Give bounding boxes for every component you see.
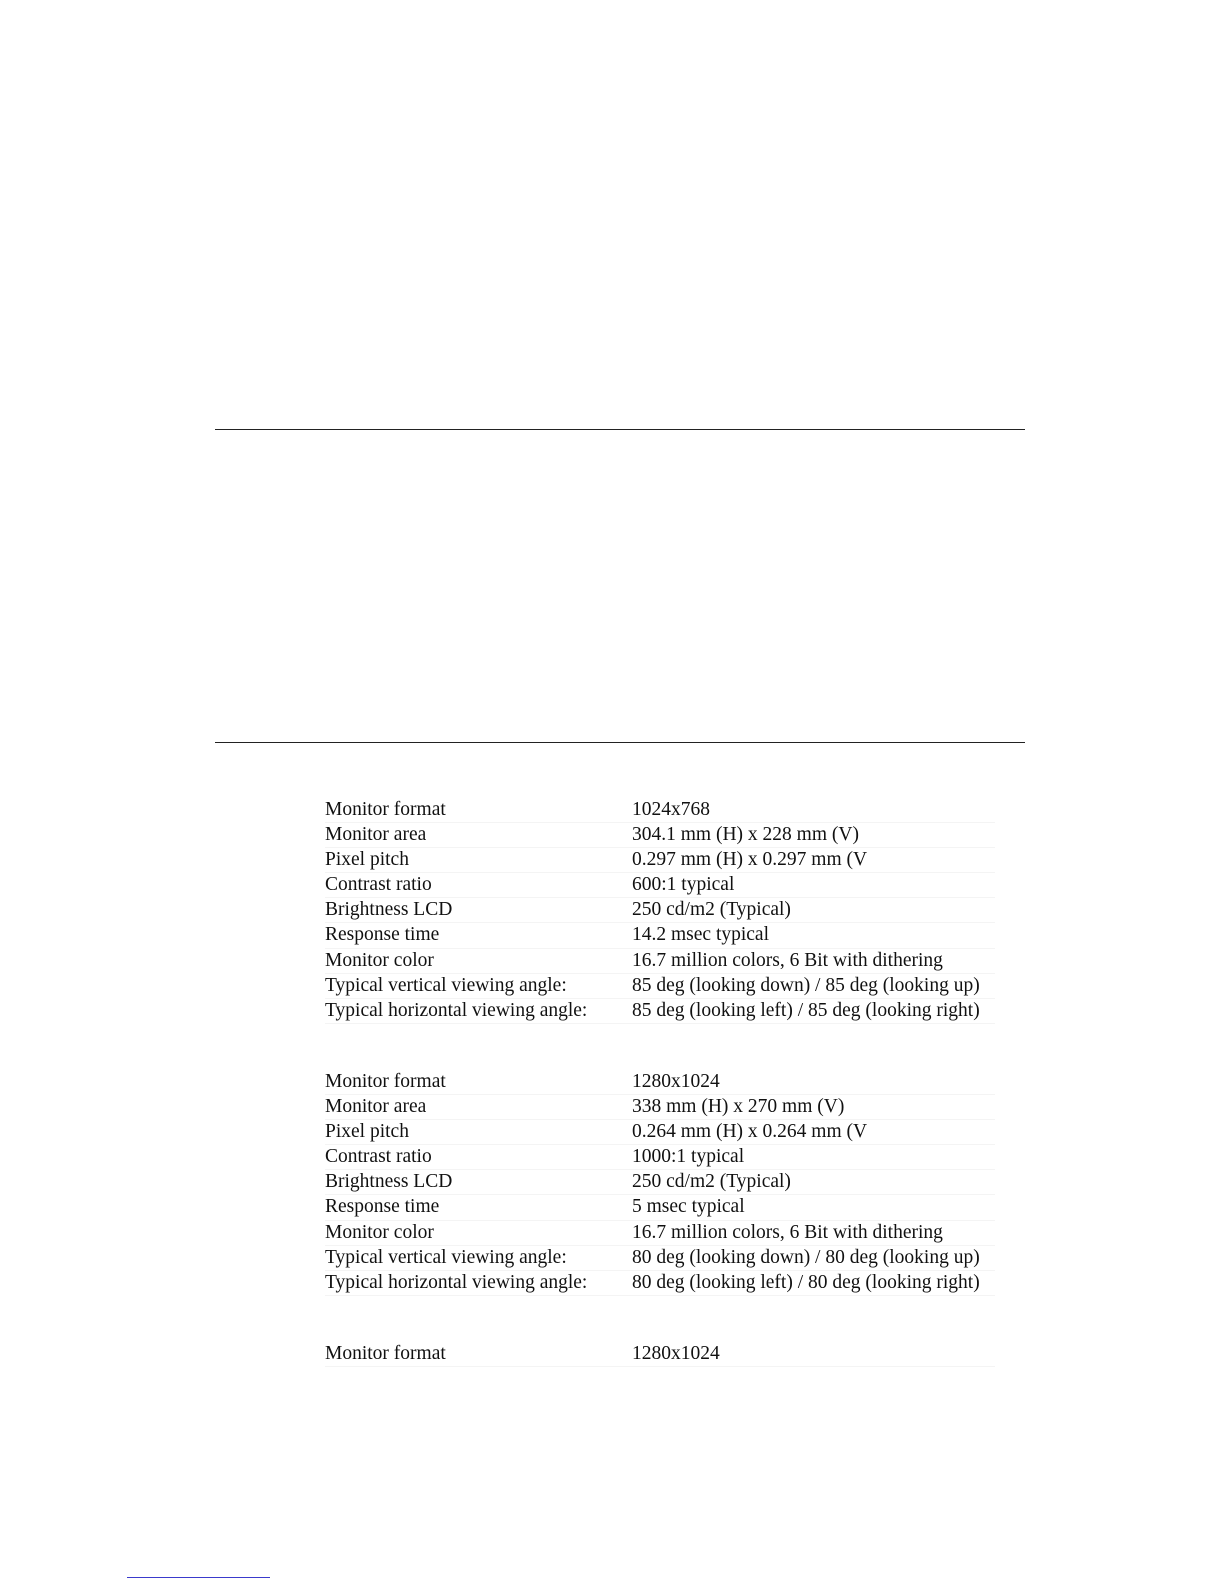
spec-label: Response time xyxy=(325,1196,440,1218)
spec-label: Brightness LCD xyxy=(325,899,453,921)
spec-label: Typical horizontal viewing angle: xyxy=(325,1271,588,1293)
table-row xyxy=(325,974,995,999)
table-row xyxy=(325,1070,995,1095)
spec-table-1024x768 xyxy=(325,798,995,1024)
spec-label: Monitor color xyxy=(325,949,434,971)
spec-label: Brightness LCD xyxy=(325,1171,453,1193)
table-row xyxy=(325,848,995,873)
spec-value: 338 mm (H) x 270 mm (V) xyxy=(632,1096,845,1118)
spec-label: Monitor area xyxy=(325,1096,427,1118)
spec-value: 80 deg (looking left) / 80 deg (looking right) xyxy=(632,1271,980,1293)
spec-label: Typical vertical viewing angle: xyxy=(325,974,567,996)
table-row xyxy=(325,898,995,923)
spec-value: 1280x1024 xyxy=(632,1071,720,1092)
table-row xyxy=(325,923,995,948)
spec-value: 85 deg (looking down) / 85 deg (looking up) xyxy=(632,974,980,996)
spec-table-1280x1024 xyxy=(325,1070,995,1296)
spec-value: 0.264 mm (H) x 0.264 mm (V xyxy=(632,1121,868,1143)
spec-value: 1024x768 xyxy=(632,799,710,820)
spec-label: Monitor area xyxy=(325,824,427,846)
spec-value: 1000:1 typical xyxy=(632,1146,745,1168)
spec-label: Contrast ratio xyxy=(325,874,432,896)
spec-value: 80 deg (looking down) / 80 deg (looking up) xyxy=(632,1246,980,1268)
spec-value: 1280x1024 xyxy=(632,1343,720,1364)
table-row xyxy=(325,1342,995,1367)
spec-label: Monitor format xyxy=(325,799,446,820)
spec-value: 304.1 mm (H) x 228 mm (V) xyxy=(632,824,859,846)
spec-label: Monitor format xyxy=(325,1071,446,1092)
spec-table-1280x1024-b xyxy=(325,1342,995,1367)
spec-label: Contrast ratio xyxy=(325,1146,432,1168)
spec-value: 85 deg (looking left) / 85 deg (looking right) xyxy=(632,999,980,1021)
spec-label: Pixel pitch xyxy=(325,1121,409,1143)
table-row xyxy=(325,823,995,848)
footnote-link-underline[interactable] xyxy=(127,1577,270,1578)
spec-value: 250 cd/m2 (Typical) xyxy=(632,899,791,921)
table-row xyxy=(325,1221,995,1246)
table-row xyxy=(325,1120,995,1145)
spec-value: 14.2 msec typical xyxy=(632,924,770,946)
spec-value: 16.7 million colors, 6 Bit with dithering xyxy=(632,1221,943,1243)
table-row xyxy=(325,873,995,898)
horizontal-divider xyxy=(215,742,1025,743)
table-row xyxy=(325,1246,995,1271)
table-row xyxy=(325,798,995,823)
table-row xyxy=(325,1095,995,1120)
spec-label: Monitor format xyxy=(325,1343,446,1364)
table-row xyxy=(325,999,995,1024)
table-row xyxy=(325,949,995,974)
table-row xyxy=(325,1271,995,1296)
horizontal-divider xyxy=(215,429,1025,430)
spec-value: 600:1 typical xyxy=(632,874,735,896)
spec-value: 16.7 million colors, 6 Bit with dithering xyxy=(632,949,943,971)
spec-label: Monitor color xyxy=(325,1221,434,1243)
spec-label: Pixel pitch xyxy=(325,849,409,871)
spec-value: 250 cd/m2 (Typical) xyxy=(632,1171,791,1193)
table-row xyxy=(325,1195,995,1220)
spec-label: Response time xyxy=(325,924,440,946)
table-row xyxy=(325,1145,995,1170)
table-row xyxy=(325,1170,995,1195)
spec-value: 0.297 mm (H) x 0.297 mm (V xyxy=(632,849,868,871)
spec-value: 5 msec typical xyxy=(632,1196,745,1218)
spec-label: Typical vertical viewing angle: xyxy=(325,1246,567,1268)
spec-label: Typical horizontal viewing angle: xyxy=(325,999,588,1021)
